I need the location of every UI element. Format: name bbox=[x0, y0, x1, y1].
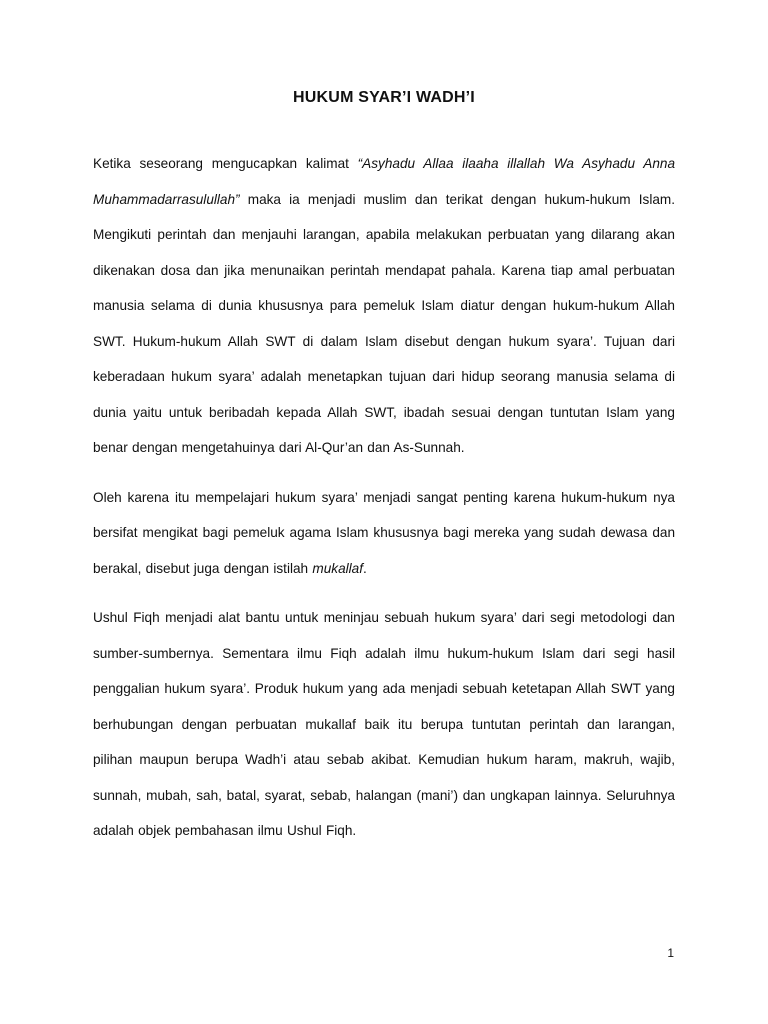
paragraph-2-text-start: Oleh karena itu mempelajari hukum syara’ menjadi sangat penting karena hukum-hukum nya bersifat mengikat bagi pemeluk agama Islam khususnya bagi mereka yang sudah dewasa dan berakal, disebut juga dengan istilah bbox=[93, 489, 675, 576]
paragraph-3-text: Ushul Fiqh menjadi alat bantu untuk meninjau sebuah hukum syara’ dari segi metodologi dan sumber-sumbernya. Sementara ilmu Fiqh adalah ilmu hukum-hukum Islam dari segi hasil penggalian hukum syara’. Produk hukum yang ada menjadi sebuah ketetapan Allah SWT yang berhubungan dengan perbuatan mukallaf baik itu berupa tuntutan perintah dan larangan, pilihan maupun berupa Wadh’i atau sebab akibat. Kemudian hukum haram, makruh, wajib, sunnah, mubah, sah, batal, syarat, sebab, halangan (mani’) dan ungkapan lainnya. Seluruhnya adalah objek pembahasan ilmu Ushul Fiqh. bbox=[93, 610, 675, 838]
paragraph-2-text-end: . bbox=[363, 560, 367, 576]
paragraph-1-shahada-italic: “Asyhadu Allaa ilaaha illallah Wa Asyhadu Anna Muhammadarrasulullah” bbox=[93, 156, 675, 207]
paragraph-2-mukallaf-italic: mukallaf bbox=[312, 560, 364, 576]
document-body bbox=[93, 146, 675, 863]
page-number: 1 bbox=[667, 946, 674, 960]
paragraph-1-text-start: Ketika seseorang mengucapkan kalimat bbox=[93, 156, 358, 171]
paragraph-1-text-end: maka ia menjadi muslim dan terikat dengan hukum-hukum Islam. Mengikuti perintah dan menjauhi larangan, apabila melakukan perbuatan yang dilarang akan dikenakan dosa dan jika menunaikan perintah mendapat pahala. Karena tiap amal perbuatan manusia selama di dunia khususnya para pemeluk Islam diatur dengan hukum-hukum Allah SWT. Hukum-hukum Allah SWT di dalam Islam disebut dengan hukum syara’. Tujuan dari keberadaan hukum syara’ adalah menetapkan tujuan dari hidup seorang manusia selama di dunia yaitu untuk beribadah kepada Allah SWT, ibadah sesuai dengan tuntutan Islam yang benar dengan mengetahuinya dari Al-Qur’an dan As-Sunnah. bbox=[93, 191, 675, 455]
paragraph-2 bbox=[93, 480, 675, 587]
page-title: HUKUM SYAR’I WADH’I bbox=[293, 89, 475, 106]
paragraph-1 bbox=[93, 146, 675, 466]
paragraph-3 bbox=[93, 600, 675, 849]
